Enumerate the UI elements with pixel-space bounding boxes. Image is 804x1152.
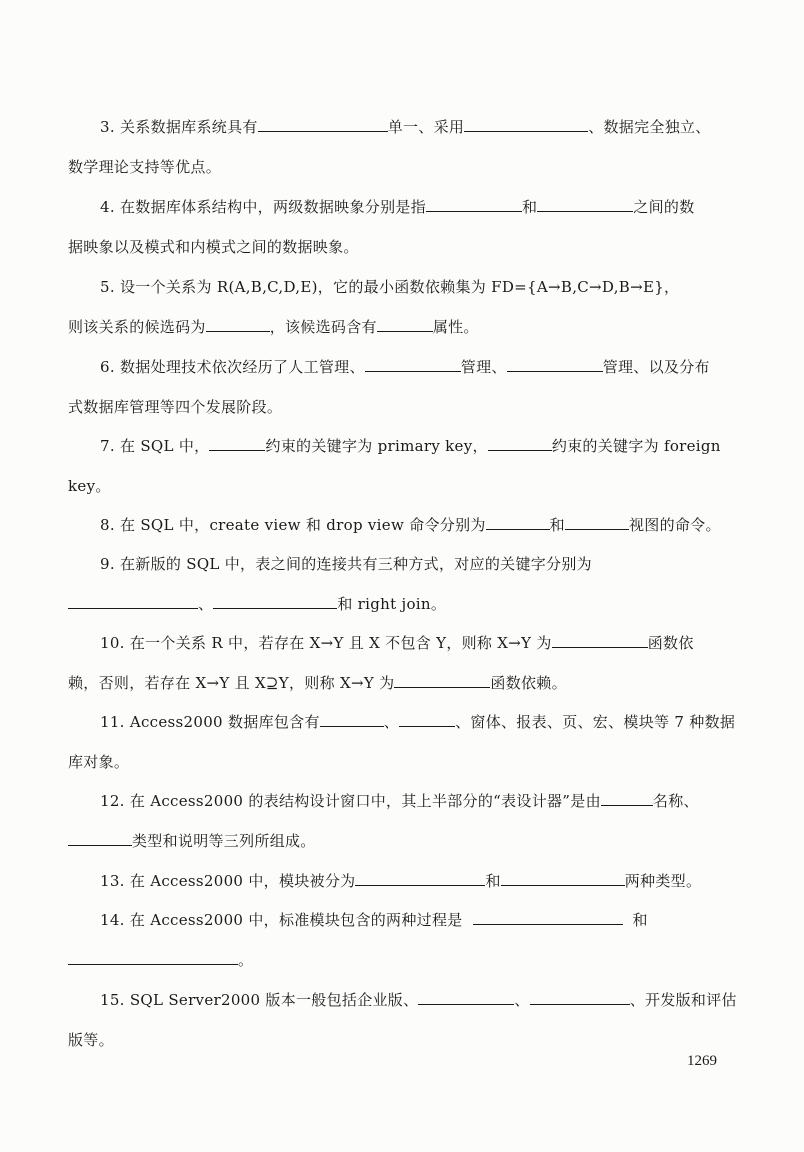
question-5-line-1: 5. 设一个关系为 R(A,B,C,D,E)，它的最小函数依赖集为 FD={A→B,C→D,B→E}，: [100, 278, 680, 296]
answer-blank: [355, 871, 485, 886]
answer-blank: [68, 594, 198, 609]
text: 3. 关系数据库系统具有: [100, 118, 258, 136]
text: 和: [632, 911, 648, 929]
answer-blank: [68, 831, 132, 846]
answer-blank: [486, 515, 550, 530]
answer-blank: [418, 990, 514, 1005]
answer-blank: [394, 673, 490, 688]
answer-blank: [552, 633, 648, 648]
question-15-line-1: [100, 990, 738, 1010]
question-7-line-2: key。: [68, 477, 111, 495]
text: 、窗体、报表、页、宏、模块等 7 种数据: [455, 713, 736, 731]
text: 、: [383, 713, 400, 731]
text: 8. 在 SQL 中，create view 和 drop view 命令分别为: [100, 516, 486, 534]
question-14-line-1: [100, 910, 738, 930]
text: 12. 在 Access2000 的表结构设计窗口中，其上半部分的“表设计器”是由: [100, 792, 601, 810]
answer-blank: [320, 712, 384, 727]
text: ，该候选码含有: [269, 318, 377, 336]
answer-blank: [399, 712, 455, 727]
answer-blank: [377, 317, 433, 332]
question-12-line-1: [100, 791, 738, 811]
answer-blank: [601, 791, 653, 806]
question-14-line-2: [68, 950, 738, 970]
text: 6. 数据处理技术依次经历了人工管理、: [100, 358, 365, 376]
answer-blank: [68, 950, 238, 965]
answer-blank: [206, 317, 270, 332]
question-3-line-2: 数学理论支持等优点。: [68, 158, 222, 176]
text: 、: [198, 595, 214, 613]
text: 管理、: [460, 358, 507, 376]
answer-blank: [258, 117, 388, 132]
text: 、开发版和评估: [629, 991, 737, 1009]
question-12-line-2: [68, 831, 738, 851]
text: 10. 在一个关系 R 中，若存在 X→Y 且 X 不包含 Y，则称 X→Y 为: [100, 634, 552, 652]
text: 和: [549, 516, 565, 534]
answer-blank: [426, 197, 522, 212]
answer-blank: [213, 594, 337, 609]
answer-blank: [501, 871, 625, 886]
text: 和 right join。: [337, 595, 447, 613]
answer-blank: [565, 515, 629, 530]
text: 函数依赖。: [490, 674, 567, 692]
text: 单一、采用: [387, 118, 465, 136]
question-10-line-2: [68, 673, 738, 693]
question-6-line-1: [100, 357, 738, 377]
text: 两种类型。: [624, 872, 702, 890]
question-10-line-1: [100, 633, 738, 653]
answer-blank: [473, 910, 623, 925]
text: 赖，否则，若存在 X→Y 且 X⊇Y，则称 X→Y 为: [68, 674, 395, 692]
answer-blank: [209, 436, 265, 451]
text: 约束的关键字为 primary key，: [265, 437, 488, 455]
text: 。: [238, 951, 254, 969]
answer-blank: [537, 197, 633, 212]
question-11-line-1: [100, 712, 738, 732]
answer-blank: [464, 117, 588, 132]
question-6-line-2: 式数据库管理等四个发展阶段。: [68, 398, 283, 416]
answer-blank: [365, 357, 461, 372]
text: 和: [521, 198, 538, 216]
question-11-line-2: 库对象。: [68, 753, 130, 771]
text: 则该关系的候选码为: [68, 318, 206, 336]
text: 14. 在 Access2000 中，标准模块包含的两种过程是: [100, 911, 463, 929]
answer-blank: [507, 357, 603, 372]
question-7-line-1: [100, 436, 738, 456]
text: 名称、: [652, 792, 699, 810]
question-8-line-1: [100, 515, 738, 535]
text: 类型和说明等三列所组成。: [132, 832, 316, 850]
text: 4. 在数据库体系结构中，两级数据映象分别是指: [100, 198, 426, 216]
question-5-line-2: [68, 317, 738, 337]
question-4-line-2: 据映象以及模式和内模式之间的数据映象。: [68, 238, 359, 256]
question-9-line-2: [68, 594, 738, 614]
question-15-line-2: 版等。: [68, 1031, 114, 1049]
text: 、: [514, 991, 530, 1009]
text: 属性。: [432, 318, 479, 336]
answer-blank: [488, 436, 552, 451]
text: 视图的命令。: [628, 516, 721, 534]
text: 约束的关键字为 foreign: [551, 437, 721, 455]
page-number: 1269: [687, 1053, 717, 1069]
text: 11. Access2000 数据库包含有: [100, 713, 320, 731]
text: 15. SQL Server2000 版本一般包括企业版、: [100, 991, 419, 1009]
question-9-line-1: 9. 在新版的 SQL 中，表之间的连接共有三种方式，对应的关键字分别为: [100, 555, 592, 573]
text: 7. 在 SQL 中，: [100, 437, 210, 455]
text: 和: [485, 872, 501, 890]
question-13-line-1: [100, 871, 738, 891]
text: 之间的数: [633, 198, 695, 216]
question-4-line-1: [100, 197, 738, 217]
question-3-line-1: [100, 117, 738, 137]
text: 函数依: [647, 634, 694, 652]
text: 、数据完全独立、: [588, 118, 711, 136]
answer-blank: [530, 990, 630, 1005]
text: 管理、以及分布: [602, 358, 710, 376]
text: 13. 在 Access2000 中，模块被分为: [100, 872, 356, 890]
